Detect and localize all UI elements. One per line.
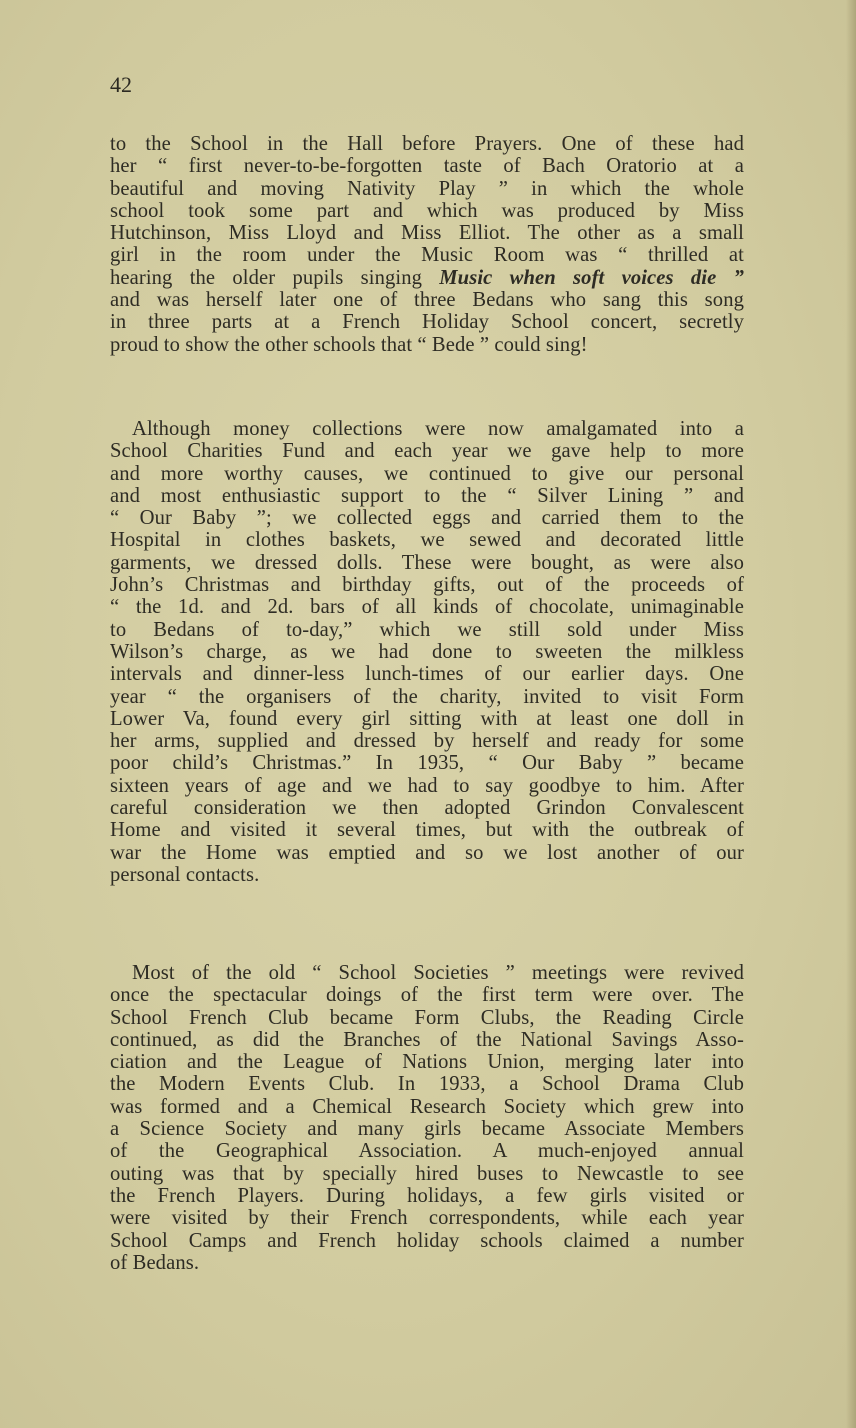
paragraph-line: personal contacts. [110,863,260,886]
paragraph-line: and more worthy causes, we continued to give our personal [110,462,744,485]
paragraph-line: year “ the organisers of the charity, invited to visit Form [110,685,744,708]
paragraph-line: to the School in the Hall before Prayers. One of these had [110,133,744,155]
paragraph-line: careful consideration we then adopted Grindon Convalescent [110,797,744,820]
paragraph-line: Hospital in clothes baskets, we sewed and decorated little [110,529,744,552]
paragraph-line: School French Club became Form Clubs, the Reading Circle [110,1006,744,1029]
paragraph-line: Lower Va, found every girl sitting with at least one doll in [110,707,744,730]
paragraph-line: war the Home was emptied and so we lost another of our [110,841,744,864]
paragraph-line: continued, as did the Branches of the National Savings Asso- [110,1028,744,1051]
paragraph-line: intervals and dinner-less lunch-times of our earlier days. One [110,663,744,686]
paragraph-line-with-title [110,267,744,289]
paragraph-line: the French Players. During holidays, a few girls visited or [110,1184,744,1207]
paragraph-line: and most enthusiastic support to the “ Silver Lining ” and [110,484,744,507]
paragraph-line: sixteen years of age and we had to say goodbye to him. After [110,774,744,797]
paragraph-line: her “ first never-to-be-forgotten taste of Bach Oratorio at a [110,155,744,178]
paragraph-line: in three parts at a French Holiday School concert, secretly [110,311,744,334]
song-title: Music when soft voices die ” [439,266,744,289]
paragraph-line: Home and visited it several times, but with the outbreak of [110,819,744,842]
paragraph-line: once the spectacular doings of the first term were over. The [110,984,744,1007]
paragraph-line: to Bedans of to-day,” which we still sold under Miss [110,618,744,641]
paragraph-line: outing was that by specially hired buses to Newcastle to see [110,1162,744,1185]
paragraph-line: John’s Christmas and birthday gifts, out of the proceeds of [110,574,744,597]
paragraph-line: her arms, supplied and dressed by herself and ready for some [110,730,744,753]
paragraph-line: proud to show the other schools that “ Bede ” could sing! [110,333,588,356]
paragraph-line: of the Geographical Association. A much-enjoyed annual [110,1140,744,1163]
paragraph-line: School Camps and French holiday schools claimed a number [110,1229,744,1252]
paragraph-line: “ Our Baby ”; we collected eggs and carried them to the [110,507,744,530]
paragraph-line: a Science Society and many girls became Associate Members [110,1118,744,1141]
paragraph-line: Hutchinson, Miss Lloyd and Miss Elliot. The other as a small [110,222,744,245]
paragraph-line: beautiful and moving Nativity Play ” in which the whole [110,177,744,200]
paragraph-line: Although money collections were now amalgamated into a [132,418,744,440]
paragraph-line: poor child’s Christmas.” In 1935, “ Our Baby ” became [110,752,744,775]
paragraph-line: school took some part and which was produced by Miss [110,199,744,222]
paragraph-line: garments, we dressed dolls. These were bought, as were also [110,551,744,574]
paragraph-line: ciation and the League of Nations Union, merging later into [110,1051,744,1074]
paragraph-2 [110,418,744,886]
paragraph-line: School Charities Fund and each year we gave help to more [110,440,744,463]
paragraph-line: the Modern Events Club. In 1933, a School Drama Club [110,1073,744,1096]
paragraph-line: “ the 1d. and 2d. bars of all kinds of chocolate, unimaginable [110,596,744,619]
paragraph-line: and was herself later one of three Bedans who sang this song [110,289,744,312]
paragraph-line: of Bedans. [110,1251,200,1274]
paragraph-1 [110,133,744,356]
paragraph-line: Wilson’s charge, as we had done to sweeten the milkless [110,640,744,663]
line-prefix: hearing the older pupils singing [110,266,440,289]
paragraph-line: girl in the room under the Music Room was “ thrilled at [110,244,744,267]
paragraph-3 [110,962,744,1274]
paragraph-line: Most of the old “ School Societies ” meetings were revived [132,962,744,984]
page-number: 42 [110,72,132,97]
paragraph-line: was formed and a Chemical Research Society which grew into [110,1095,744,1118]
paragraph-line: were visited by their French correspondents, while each year [110,1207,744,1230]
page-edge-shadow [846,0,856,1428]
